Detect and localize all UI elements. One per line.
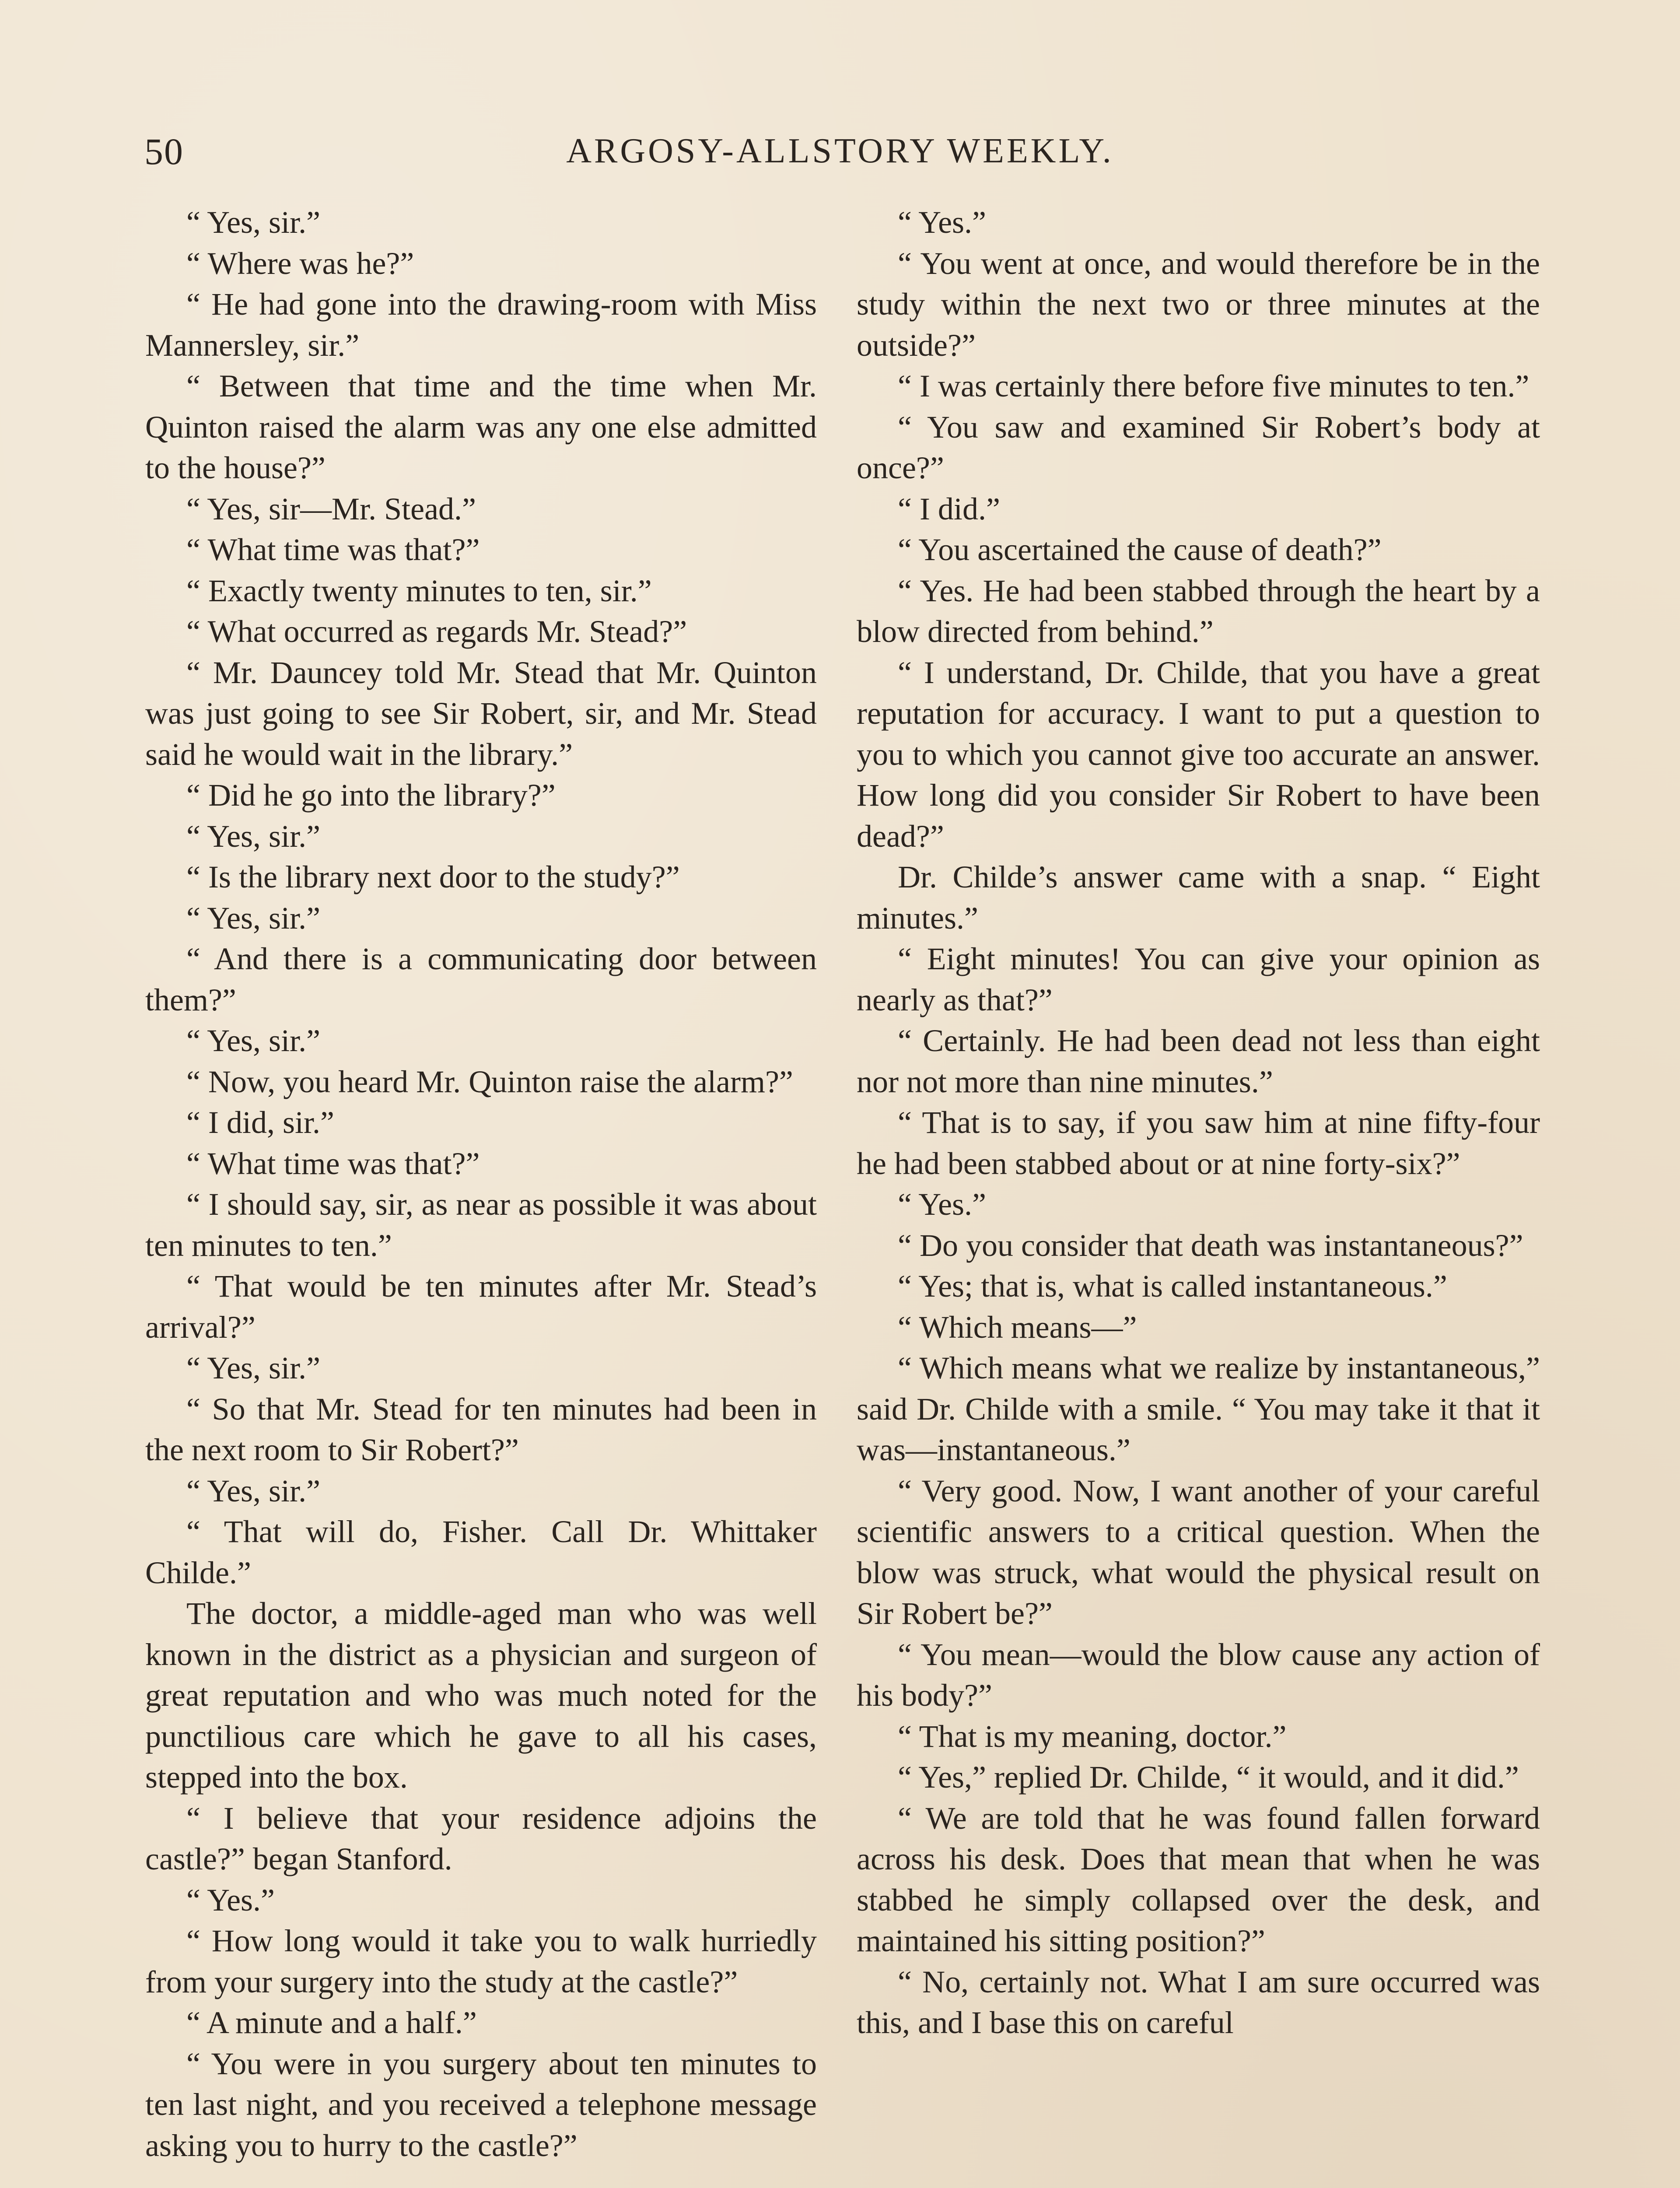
paragraph: “ Do you consider that death was instantaneous?”	[898, 1227, 1523, 1263]
paragraph: “ I was certainly there before five minutes to ten.”	[898, 368, 1530, 403]
paragraph: “ Now, you heard Mr. Quinton raise the alarm?”	[186, 1064, 793, 1099]
paragraph: “ Very good. Now, I want another of your careful scientific answers to a critical question. When the blow was struck, what would the physical result on Sir Robert be?”	[857, 1473, 1540, 1631]
paragraph: “ So that Mr. Stead for ten minutes had been in the next room to Sir Robert?”	[145, 1391, 817, 1467]
paragraph: “ Yes,” replied Dr. Childe, “ it would, and it did.”	[898, 1760, 1519, 1795]
paragraph: “ That will do, Fisher. Call Dr. Whittaker Childe.”	[145, 1514, 817, 1590]
paragraph: The doctor, a middle-aged man who was well known in the district as a physician and surgeon of great reputation and who was much noted for the punctilious care which he gave to all his cases, stepped into the box.	[145, 1596, 817, 1795]
paragraph: “ You saw and examined Sir Robert’s body at once?”	[857, 409, 1540, 485]
paragraph: “ Yes, sir.”	[186, 900, 321, 936]
paragraph: “ Yes.”	[898, 205, 987, 240]
paragraph: “ That is to say, if you saw him at nine fifty-four he had been stabbed about or at nine forty-six?”	[857, 1105, 1540, 1181]
paragraph: “ Yes, sir.”	[186, 1473, 321, 1508]
paragraph: “ You went at once, and would therefore be in the study within the next two or three minutes at the outside?”	[857, 245, 1540, 363]
paragraph: “ Yes, sir.”	[186, 205, 321, 240]
paragraph: “ Where was he?”	[186, 245, 414, 281]
paragraph: “ Yes. He had been stabbed through the heart by a blow directed from behind.”	[857, 573, 1540, 649]
paragraph: “ That is my meaning, doctor.”	[898, 1718, 1287, 1754]
paragraph: “ He had gone into the drawing-room with Miss Mannersley, sir.”	[145, 287, 817, 363]
paragraph: “ Between that time and the time when Mr. Quinton raised the alarm was any one else admitted to the house?”	[145, 368, 817, 485]
paragraph: “ What time was that?”	[186, 1146, 480, 1181]
paragraph: “ I did, sir.”	[186, 1105, 334, 1140]
paragraph: “ I should say, sir, as near as possible it was about ten minutes to ten.”	[145, 1187, 817, 1263]
paragraph: “ Yes, sir—Mr. Stead.”	[186, 491, 476, 526]
right-text-column	[857, 202, 1540, 2044]
paragraph: “ Mr. Dauncey told Mr. Stead that Mr. Quinton was just going to see Sir Robert, sir, and Mr. Stead said he would wait in the library.”	[145, 655, 817, 772]
paragraph: Dr. Childe’s answer came with a snap. “ Eight minutes.”	[857, 859, 1540, 936]
paragraph: “ Exactly twenty minutes to ten, sir.”	[186, 573, 652, 608]
paragraph: “ We are told that he was found fallen forward across his desk. Does that mean that when he was stabbed he simply collapsed over the desk, and maintained his sitting position?”	[857, 1800, 1540, 1958]
paragraph: “ I understand, Dr. Childe, that you have a great reputation for accuracy. I want to put a question to you to which you cannot give too accurate an answer. How long did you consider Sir Robert to have been dead?”	[857, 655, 1540, 854]
paragraph: “ Eight minutes! You can give your opinion as nearly as that?”	[857, 941, 1540, 1017]
paragraph: “ Yes, sir.”	[186, 1350, 321, 1385]
paragraph: “ Yes, sir.”	[186, 818, 321, 854]
paragraph: “ You mean—would the blow cause any action of his body?”	[857, 1637, 1540, 1713]
paragraph: “ What occurred as regards Mr. Stead?”	[186, 614, 687, 649]
paragraph: “ That would be ten minutes after Mr. Stead’s arrival?”	[145, 1269, 817, 1345]
paragraph: “ And there is a communicating door between them?”	[145, 941, 817, 1017]
paragraph: “ You ascertained the cause of death?”	[898, 532, 1382, 567]
paragraph: “ Is the library next door to the study?”	[186, 859, 680, 894]
paragraph: “ A minute and a half.”	[186, 2005, 477, 2040]
paragraph: “ Yes.”	[898, 1187, 987, 1222]
paragraph: “ Certainly. He had been dead not less than eight nor not more than nine minutes.”	[857, 1023, 1540, 1099]
paragraph: “ You were in you surgery about ten minutes to ten last night, and you received a telephone message asking you to hurry to the castle?”	[145, 2046, 817, 2163]
paragraph: “ Did he go into the library?”	[186, 778, 556, 813]
paragraph: “ Yes; that is, what is called instantaneous.”	[898, 1269, 1447, 1304]
paragraph: “ Yes.”	[186, 1882, 275, 1918]
page-number: 50	[144, 130, 184, 172]
paragraph: “ Yes, sir.”	[186, 1023, 321, 1058]
paragraph: “ No, certainly not. What I am sure occurred was this, and I base this on careful	[857, 1964, 1540, 2040]
left-text-column	[145, 202, 817, 2166]
paragraph: “ Which means—”	[898, 1309, 1137, 1345]
paragraph: “ What time was that?”	[186, 532, 480, 567]
paragraph: “ How long would it take you to walk hurriedly from your surgery into the study at the castle?”	[145, 1923, 817, 1999]
running-title: ARGOSY-ALLSTORY WEEKLY.	[566, 132, 1114, 170]
paragraph: “ I believe that your residence adjoins the castle?” began Stanford.	[145, 1800, 817, 1876]
paragraph: “ I did.”	[898, 491, 1000, 526]
paragraph: “ Which means what we realize by instantaneous,” said Dr. Childe with a smile. “ You may take it that it was—instantaneous.”	[857, 1350, 1540, 1467]
